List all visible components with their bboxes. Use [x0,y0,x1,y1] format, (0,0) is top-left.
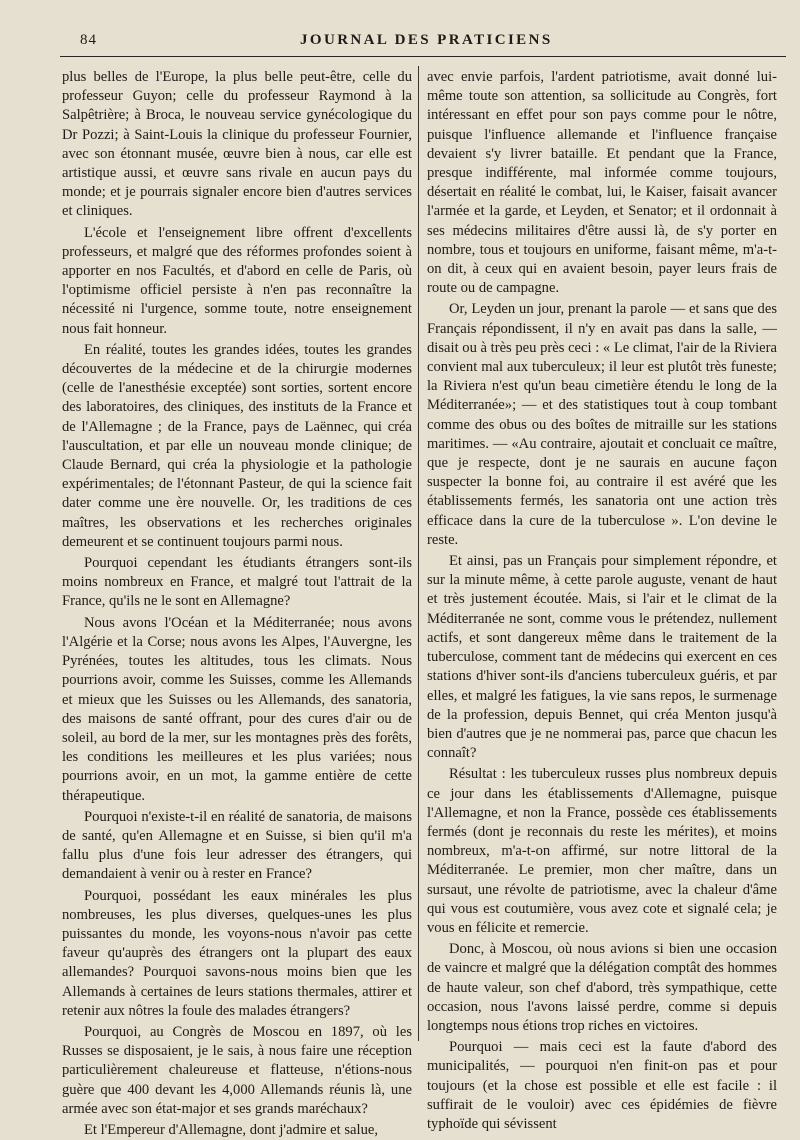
header-rule [60,56,786,57]
journal-title: JOURNAL DES PRATICIENS [300,32,553,48]
paragraph: Et ainsi, pas un Français pour simplement répondre, et sur la minute même, à cette parole auguste, venant de haut et très justement écoutée. Mais, si l'air et le climat de la Méditerranée ne sont, comme vous le prétendez, nullement actifs, et sont dangereux même dans le traitement de la tuberculose, comment tant de médecins qui exercent en ces stations d'hiver sont-ils d'anciens tuberculeux guéris, et par elles, et malgré les fatigues, la vie sans repos, le surmenage de la profession, depuis Bennet, qui créa Menton jusqu'à bien d'autres que je ne nommerai pas, parce que chacun les connaît? [427,553,777,762]
page-header [0,0,800,60]
paragraph: Et l'Empereur d'Allemagne, dont j'admire et salue, [84,1121,378,1138]
left-column [62,68,412,1138]
page-number: 84 [80,32,97,48]
paragraph: Nous avons l'Océan et la Méditerranée; nous avons l'Algérie et la Corse; nous avons les Alpes, l'Auvergne, les Pyrénées, toutes les altitudes, tous les climats. Nous pourrions avoir, comme les Suisses, comme les Allemands et mieux que les Suisses ou les Allemands, des sanatoria, des maisons de santé offrant, pour des cures d'air ou de soleil, au bord de la mer, sur les montagnes près des forêts, les conditions les meilleures et les plus variées; nous pourrions avoir, en un mot, la gamme entière de cette thérapeutique. [62,614,412,804]
paragraph: Pourquoi n'existe-t-il en réalité de sanatoria, de maisons de santé, qu'en Allemagne et en Suisse, si bien qu'il m'a fallu plus d'une fois leur adresser des étrangers, qui demandaient à venir ou à rester en France? [62,808,412,883]
paragraph: Pourquoi, possédant les eaux minérales les plus nombreuses, les plus diverses, quelques-unes les plus puissantes du monde, les voyons-nous n'avoir pas cette faveur qu'auprès des étrangers ont la plupart des eaux allemandes? Pourquoi savons-nous moins bien que les Allemands à certaines de leurs stations thermales, attirer et retenir aux nôtres la foule des malades étrangers? [62,887,412,1019]
paragraph: Résultat : les tuberculeux russes plus nombreux depuis ce jour dans les établissements d'Allemagne, puisque l'Allemagne, et non la France, possède ces établissements fermés (dont je reconnais du reste les mérites), et moins nombreux, m'a-t-on affirmé, sur notre littoral de la Méditerranée. Le premier, mon cher maître, dans un sursaut, une révolte de patriotisme, avec la chaleur d'âme qui vous est coutumière, vous avez cote et signalé cela; je vous en félicite et remercie. [427,766,777,936]
column-divider [418,66,419,1041]
paragraph: Pourquoi — mais ceci est la faute d'abord des municipalités, — pourquoi n'en finit-on pas et pour toujours (et la chose est possible et elle est facile : il suffirait de le vouloir) avec ces épidémies de fièvre typhoïde qui sévissent [427,1039,777,1132]
paragraph: En réalité, toutes les grandes idées, toutes les grandes découvertes de la médecine et de la chirurgie modernes (celle de l'anesthésie exceptée) sont sorties, sortent encore des laboratoires, des cliniques, des instituts de la France et de l'Allemagne ; de la France, pays de Laënnec, qui créa l'auscultation, et par elle un nouveau monde clinique; de Claude Bernard, qui créa la physiologie et la pathologie expérimentales; de l'étonnant Pasteur, de qui la science fait dater comme une ère nouvelle. Or, les traditions de ces maîtres, les observations et les recherches originales demeurent et se continuent toujours parmi nous. [62,341,412,550]
paragraph: avec envie parfois, l'ardent patriotisme, avait donné lui-même toute son attention, sa sollicitude au Congrès, fort intéressant en effet pour son pays comme pour le nôtre, puisque l'influence allemande et l'influence française devaient s'y livrer bataille. Et pendant que la France, presque indifférente, mal informée comme toujours, désertait en réalité le combat, lui, le Kaiser, faisait avancer l'armée et la garde, et Leyden, et Senator; et il ordonnait à ses médecins militaires d'être aussi là, de s'y porter en nombre, tous et toujours en uniforme, faisant même, m'a-t-on dit, à ceux qui en avaient besoin, payer leurs frais de route ou de campagne. [427,69,777,297]
paragraph: L'école et l'enseignement libre offrent d'excellents professeurs, et malgré que des réformes profondes soient à apporter en nos Facultés, et d'abord en celle de Paris, où l'optimisme officiel persiste à n'en pas reconnaître la nécessité ni l'urgence, somme toute, notre enseignement nous fait honneur. [62,224,412,337]
paragraph: Pourquoi, au Congrès de Moscou en 1897, où les Russes se disposaient, je le sais, à nous faire une réception particulièrement chaleureuse et flatteuse, n'étions-nous guère que 400 devant les 4,000 Allemands réunis là, une armée avec son état-major et ses grands maréchaux? [62,1023,412,1117]
paragraph: Pourquoi cependant les étudiants étrangers sont-ils moins nombreux en France, et malgré tout l'attrait de la France, qu'ils ne le sont en Allemagne? [62,555,412,610]
paragraph: Donc, à Moscou, où nous avions si bien une occasion de vaincre et malgré que la délégation comptât des hommes de haute valeur, son chef d'abord, très sympathique, cette occasion, nous l'avons laissé perdre, comme si depuis longtemps nous étions trop riches en victoires. [427,941,777,1034]
paragraph: plus belles de l'Europe, la plus belle peut-être, celle du professeur Guyon; celle du professeur Raymond à la Salpêtrière; à Broca, le nouveau service gynécologique du Dr Pozzi; à Saint-Louis la clinique du professeur Fournier, avec son étonnant musée, œuvre bien à nous, car elle est artistique aussi, et œuvre sans rivale en aucun pays du monde; et je pourrais signaler encore bien d'autres services et cliniques. [62,69,412,220]
paragraph: Or, Leyden un jour, prenant la parole — et sans que des Français répondissent, il n'y en avait pas dans la salle, — disait ou à très peu près ceci : « Le climat, l'air de la Riviera convient mal aux tuberculeux; il leur est plutôt très funeste; la Riviera n'est qu'un beau cimetière étendu le long de la Méditerranée»; — et des statistiques tout à coup tombant comme des obus ou des boîtes de mitraille sur les stations maritimes. — «Au contraire, ajoutait et concluait ce maître, que je respecte, dont je ne saurais en aucune façon suspecter la bonne foi, au contraire il est avéré que les établissements fermés, les sanatoria ont une action très efficace dans la cure de la tuberculose ». L'on devine le reste. [427,301,777,548]
right-column [427,68,777,1132]
